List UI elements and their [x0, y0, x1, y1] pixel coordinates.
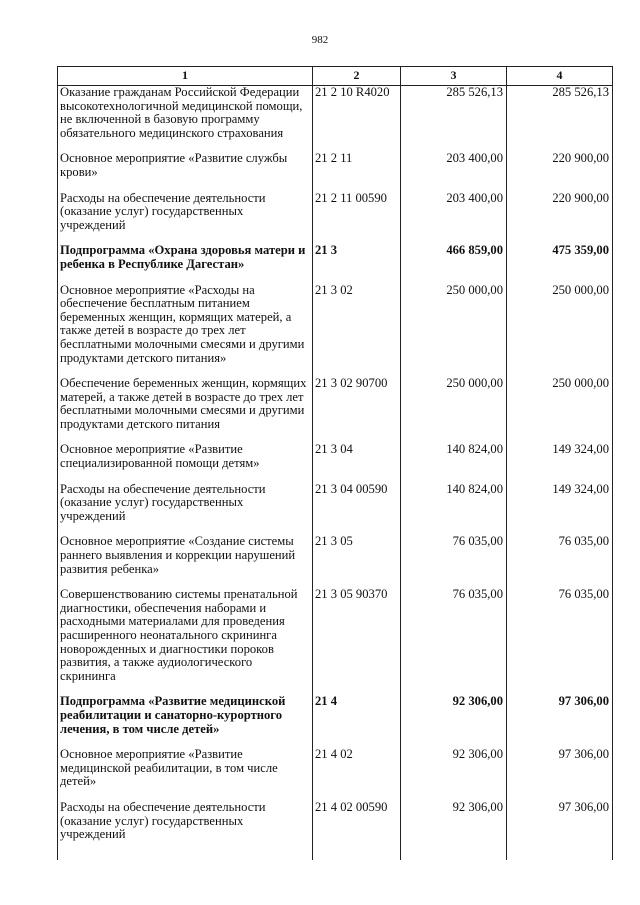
- row-name: Основное мероприятие «Развитие службы крови»: [58, 152, 313, 191]
- row-name: Расходы на обеспечение деятельности (оказание услуг) государственных учреждений: [58, 801, 313, 860]
- row-code: 21 3 02: [313, 284, 401, 378]
- row-name: Подпрограмма «Охрана здоровья матери и ребенка в Республике Дагестан»: [58, 244, 313, 283]
- row-amount-col3: 466 859,00: [401, 244, 507, 283]
- row-code: 21 4 02 00590: [313, 801, 401, 860]
- row-amount-col3: 140 824,00: [401, 483, 507, 536]
- row-amount-col3: 250 000,00: [401, 377, 507, 443]
- table-row: [58, 535, 613, 588]
- row-name: Основное мероприятие «Создание системы раннего выявления и коррекции нарушений развития ребенка»: [58, 535, 313, 588]
- column-header-3: 3: [401, 67, 507, 86]
- row-amount-col4: 149 324,00: [507, 483, 613, 536]
- row-amount-col3: 203 400,00: [401, 152, 507, 191]
- table-row: [58, 801, 613, 860]
- row-amount-col3: 285 526,13: [401, 86, 507, 153]
- table-row: [58, 192, 613, 245]
- row-amount-col4: 250 000,00: [507, 377, 613, 443]
- row-code: 21 3 05: [313, 535, 401, 588]
- row-amount-col4: 149 324,00: [507, 443, 613, 482]
- row-name: Оказание гражданам Российской Федерации высокотехнологичной медицинской помощи, не включенной в базовую программу обязательного медицинского страхования: [58, 86, 313, 153]
- table-row: [58, 284, 613, 378]
- table-row: [58, 695, 613, 748]
- budget-table: [57, 66, 613, 860]
- table-row: [58, 377, 613, 443]
- row-name: Обеспечение беременных женщин, кормящих матерей, а также детей в возрасте до трех лет бесплатными молочными смесями и другими продуктами детского питания: [58, 377, 313, 443]
- row-amount-col4: 76 035,00: [507, 588, 613, 695]
- header-row: [58, 67, 613, 86]
- column-header-1: 1: [58, 67, 313, 86]
- row-name: Расходы на обеспечение деятельности (оказание услуг) государственных учреждений: [58, 483, 313, 536]
- row-amount-col4: 76 035,00: [507, 535, 613, 588]
- row-name: Расходы на обеспечение деятельности (оказание услуг) государственных учреждений: [58, 192, 313, 245]
- row-amount-col3: 250 000,00: [401, 284, 507, 378]
- table-row: [58, 244, 613, 283]
- table-row: [58, 86, 613, 153]
- row-name: Основное мероприятие «Развитие специализированной помощи детям»: [58, 443, 313, 482]
- table-row: [58, 443, 613, 482]
- row-code: 21 4 02: [313, 748, 401, 801]
- row-name: Подпрограмма «Развитие медицинской реабилитации и санаторно-курортного лечения, в том числе детей»: [58, 695, 313, 748]
- row-amount-col3: 92 306,00: [401, 801, 507, 860]
- row-amount-col3: 92 306,00: [401, 695, 507, 748]
- row-code: 21 3 02 90700: [313, 377, 401, 443]
- row-amount-col3: 140 824,00: [401, 443, 507, 482]
- row-code: 21 2 10 R4020: [313, 86, 401, 153]
- row-amount-col4: 220 900,00: [507, 192, 613, 245]
- table-row: [58, 152, 613, 191]
- row-amount-col4: 220 900,00: [507, 152, 613, 191]
- row-code: 21 4: [313, 695, 401, 748]
- row-amount-col3: 76 035,00: [401, 588, 507, 695]
- table-row: [58, 483, 613, 536]
- row-amount-col4: 250 000,00: [507, 284, 613, 378]
- row-amount-col4: 97 306,00: [507, 801, 613, 860]
- row-amount-col4: 97 306,00: [507, 695, 613, 748]
- row-code: 21 2 11 00590: [313, 192, 401, 245]
- row-amount-col4: 97 306,00: [507, 748, 613, 801]
- row-amount-col3: 92 306,00: [401, 748, 507, 801]
- row-amount-col3: 76 035,00: [401, 535, 507, 588]
- row-name: Основное мероприятие «Расходы на обеспечение бесплатным питанием беременных женщин, кормящих матерей, а также детей в возрасте до трех лет бесплатными молочными смесями и другими продуктами детского питания»: [58, 284, 313, 378]
- table-row: [58, 748, 613, 801]
- row-amount-col4: 475 359,00: [507, 244, 613, 283]
- row-name: Основное мероприятие «Развитие медицинской реабилитации, в том числе детей»: [58, 748, 313, 801]
- column-header-4: 4: [507, 67, 613, 86]
- row-amount-col3: 203 400,00: [401, 192, 507, 245]
- row-code: 21 3: [313, 244, 401, 283]
- column-header-2: 2: [313, 67, 401, 86]
- row-amount-col4: 285 526,13: [507, 86, 613, 153]
- page-number: 982: [311, 34, 329, 46]
- row-name: Совершенствованию системы пренатальной диагностики, обеспечения наборами и расходными материалами для проведения расширенного неонатального скрининга новорожденных и диагностики пороков развития, а также аудиологического скрининга: [58, 588, 313, 695]
- table-row: [58, 588, 613, 695]
- row-code: 21 2 11: [313, 152, 401, 191]
- row-code: 21 3 04: [313, 443, 401, 482]
- row-code: 21 3 04 00590: [313, 483, 401, 536]
- row-code: 21 3 05 90370: [313, 588, 401, 695]
